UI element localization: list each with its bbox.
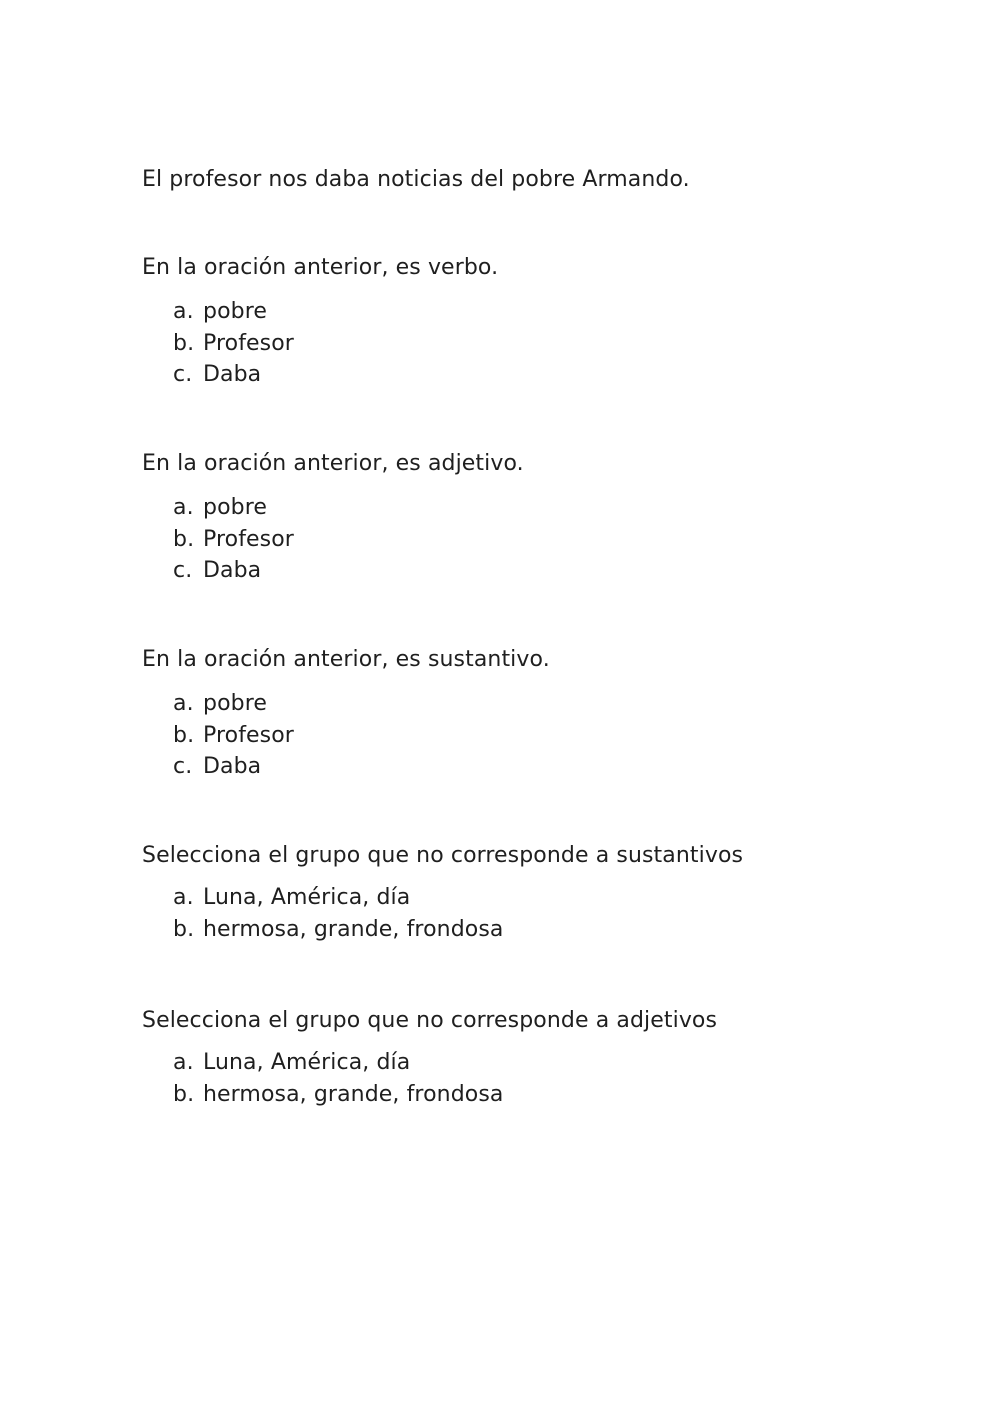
option-letter: c.: [173, 362, 193, 387]
answer-option-a[interactable]: [173, 688, 942, 720]
option-letter: a.: [173, 885, 194, 910]
option-text: Luna, América, día: [203, 885, 411, 910]
answer-option-b[interactable]: [173, 524, 942, 556]
option-letter: b.: [173, 916, 195, 942]
question-4: [142, 840, 942, 945]
answer-option-a[interactable]: [173, 1047, 942, 1079]
option-letter: a.: [173, 495, 194, 520]
answer-options: [142, 882, 942, 945]
answer-option-a[interactable]: [173, 882, 942, 914]
question-2: [142, 448, 942, 587]
question-5: [142, 1005, 942, 1110]
answer-option-a[interactable]: [173, 296, 942, 328]
option-letter: a.: [173, 299, 194, 324]
option-text: Profesor: [203, 722, 294, 748]
option-letter: b.: [173, 1081, 195, 1107]
question-3: [142, 644, 942, 783]
option-letter: a.: [173, 691, 194, 716]
answer-option-a[interactable]: [173, 492, 942, 524]
question-prompt: En la oración anterior, es sustantivo.: [142, 647, 550, 672]
answer-options: [142, 492, 942, 587]
answer-option-b[interactable]: [173, 914, 942, 946]
answer-options: [142, 296, 942, 391]
answer-option-c[interactable]: [173, 555, 942, 587]
question-prompt: Selecciona el grupo que no corresponde a adjetivos: [142, 1008, 718, 1033]
answer-option-c[interactable]: [173, 751, 942, 783]
option-text: pobre: [203, 691, 267, 716]
question-1: [142, 252, 942, 391]
question-prompt: Selecciona el grupo que no corresponde a sustantivos: [142, 843, 744, 868]
option-text: Profesor: [203, 330, 294, 356]
answer-options: [142, 688, 942, 783]
option-letter: c.: [173, 558, 193, 583]
option-text: Luna, América, día: [203, 1050, 411, 1075]
option-text: Daba: [203, 754, 262, 779]
option-letter: a.: [173, 1050, 194, 1075]
option-text: hermosa, grande, frondosa: [203, 1081, 504, 1107]
answer-option-b[interactable]: [173, 328, 942, 360]
answer-option-b[interactable]: [173, 720, 942, 752]
option-text: pobre: [203, 299, 267, 324]
question-prompt: En la oración anterior, es adjetivo.: [142, 451, 524, 476]
option-letter: b.: [173, 526, 195, 552]
option-text: Profesor: [203, 526, 294, 552]
question-prompt: En la oración anterior, es verbo.: [142, 255, 499, 280]
answer-option-b[interactable]: [173, 1079, 942, 1111]
answer-options: [142, 1047, 942, 1110]
option-text: Daba: [203, 558, 262, 583]
answer-option-c[interactable]: [173, 359, 942, 391]
option-letter: b.: [173, 330, 195, 356]
option-letter: b.: [173, 722, 195, 748]
option-text: pobre: [203, 495, 267, 520]
option-letter: c.: [173, 754, 193, 779]
option-text: Daba: [203, 362, 262, 387]
option-text: hermosa, grande, frondosa: [203, 916, 504, 942]
reference-sentence: El profesor nos daba noticias del pobre Armando.: [142, 167, 690, 192]
